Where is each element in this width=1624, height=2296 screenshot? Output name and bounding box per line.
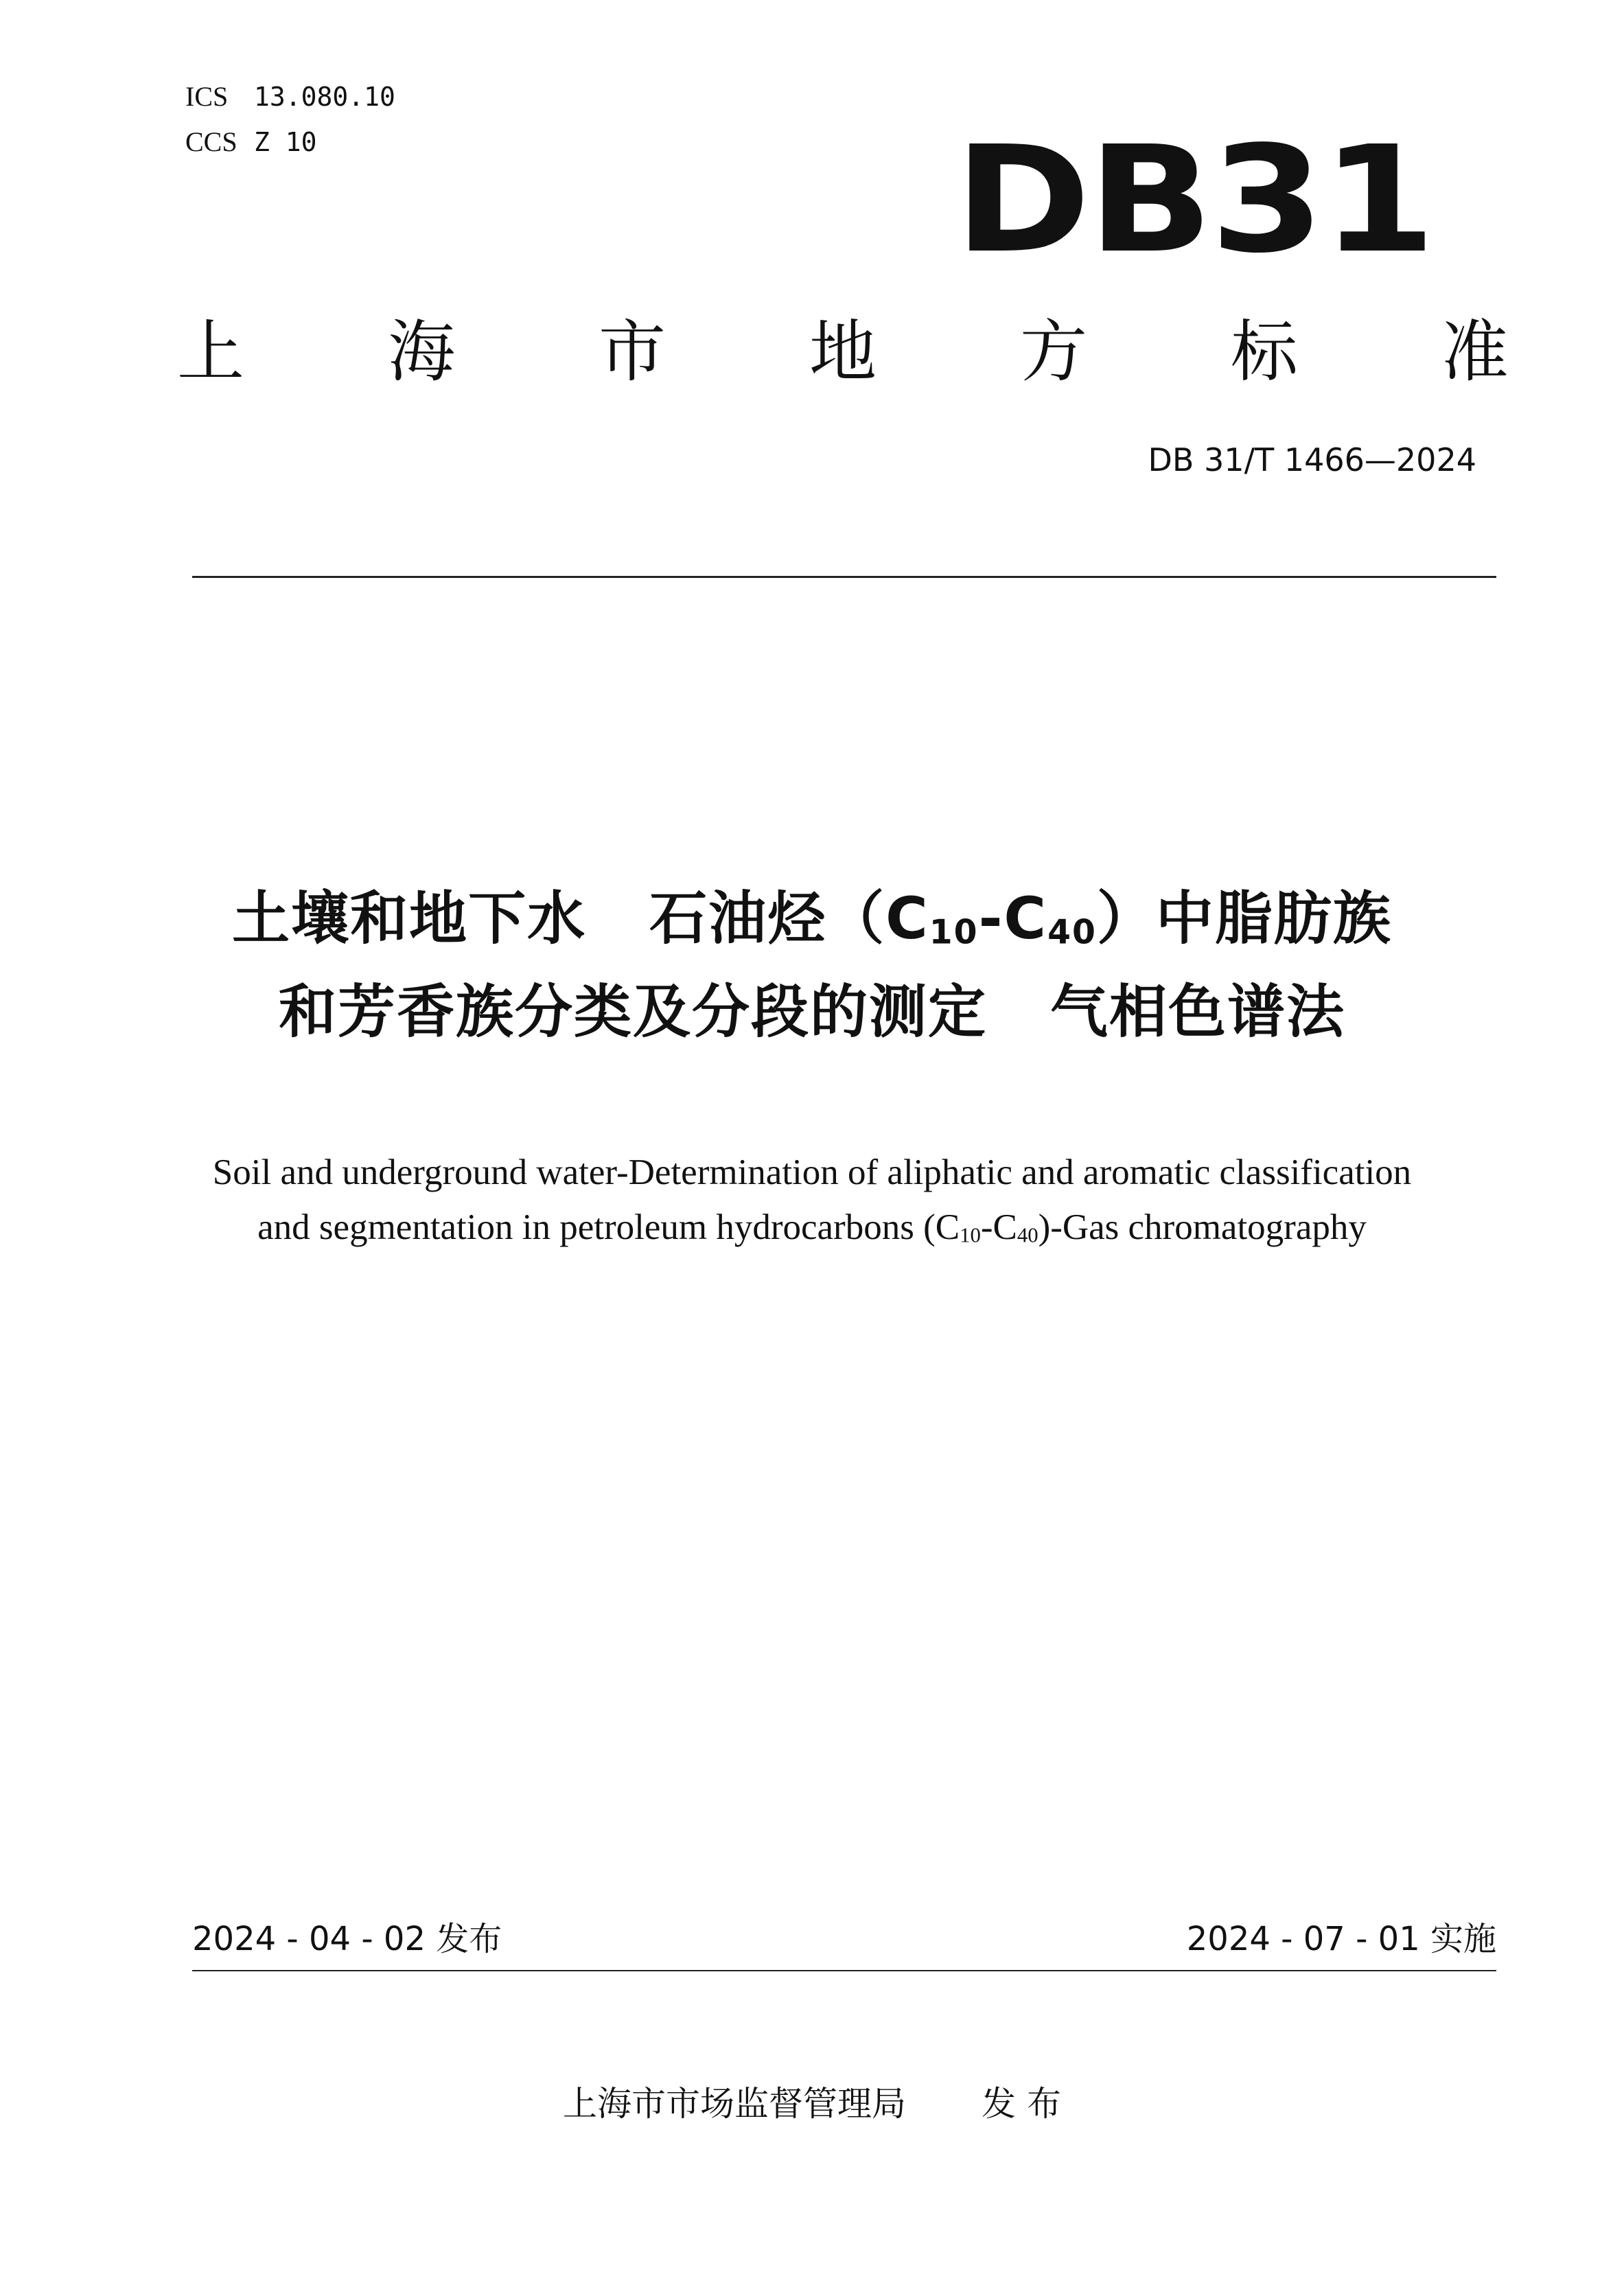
standard-category — [177, 308, 1509, 397]
issue-date: 2024 - 04 - 02 发布 — [192, 1920, 502, 1958]
title-en-part: )-Gas chromatography — [1038, 1207, 1367, 1247]
title-cn-part: 土壤和地下水 — [232, 885, 587, 952]
title-en-part: -C — [980, 1207, 1017, 1247]
ics-row — [185, 74, 395, 119]
chinese-title-line-2 — [124, 965, 1500, 1058]
publisher-line — [0, 2080, 1624, 2128]
category-char: 上 — [177, 313, 245, 391]
category-char: 方 — [1019, 313, 1087, 391]
english-title-line-1: Soil and underground water-Determination of aliphatic and aromatic classification — [212, 1152, 1412, 1192]
classification-codes — [185, 74, 395, 165]
top-divider — [192, 576, 1496, 578]
bottom-divider — [192, 1970, 1496, 1971]
db31-mark: DB31 — [954, 115, 1433, 286]
title-cn-subscript: 10 — [929, 913, 979, 952]
english-title — [124, 1145, 1500, 1255]
title-cn-subscript: 40 — [1047, 913, 1097, 952]
chinese-title — [124, 872, 1500, 1058]
ccs-value: Z 10 — [254, 127, 317, 157]
implementation-date: 2024 - 07 - 01 实施 — [1186, 1920, 1496, 1958]
title-en-subscript: 10 — [960, 1223, 981, 1247]
title-en-part: and segmentation in petroleum hydrocarbons (C — [257, 1207, 960, 1247]
publisher-action: 发 布 — [982, 2084, 1061, 2124]
chinese-title-line-1 — [124, 872, 1500, 965]
title-cn-part: 石油烃（C — [649, 885, 929, 952]
title-cn-part: 和芳香族分类及分段的测定 — [278, 978, 987, 1045]
ics-label: ICS — [185, 81, 229, 112]
standard-number: DB 31/T 1466—2024 — [1148, 441, 1476, 478]
publisher-name: 上海市市场监督管理局 — [563, 2084, 907, 2124]
title-cn-part: ）中脂肪族 — [1096, 885, 1392, 952]
category-char: 地 — [809, 313, 877, 391]
category-char: 准 — [1441, 313, 1509, 391]
ccs-label: CCS — [185, 126, 237, 157]
category-char: 海 — [387, 313, 455, 391]
title-cn-part: -C — [978, 885, 1048, 952]
ics-value: 13.080.10 — [254, 82, 395, 112]
title-en-subscript: 40 — [1017, 1223, 1039, 1247]
category-char: 市 — [598, 313, 666, 391]
ccs-row — [185, 119, 395, 165]
category-char: 标 — [1230, 313, 1298, 391]
english-title-line-2 — [124, 1200, 1500, 1255]
title-cn-part: 气相色谱法 — [1050, 978, 1346, 1045]
